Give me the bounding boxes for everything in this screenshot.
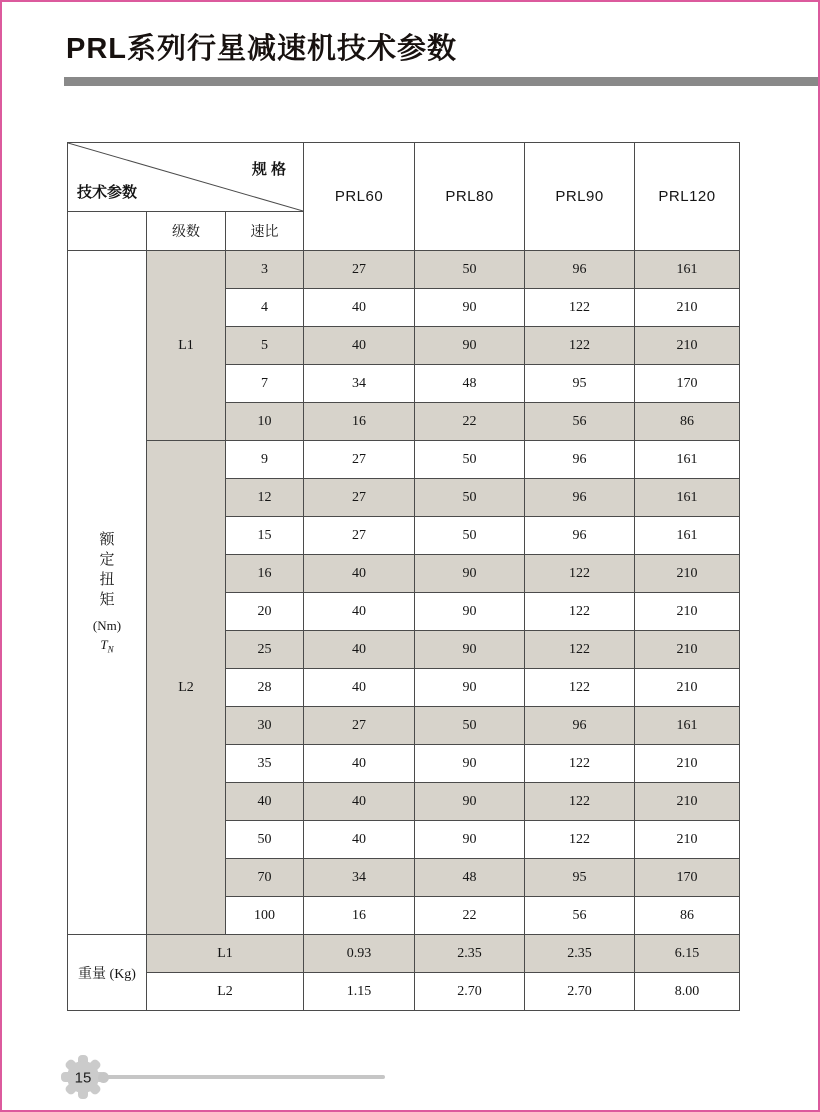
value-cell: 86 [635,897,740,935]
value-cell: 161 [635,479,740,517]
value-cell: 210 [635,631,740,669]
value-cell: 86 [635,403,740,441]
ratio-cell: 5 [226,327,304,365]
value-cell: 40 [304,821,415,859]
value-cell: 1.15 [304,973,415,1011]
value-cell: 50 [415,479,525,517]
value-cell: 90 [415,593,525,631]
value-cell: 90 [415,289,525,327]
value-cell: 22 [415,897,525,935]
value-cell: 210 [635,593,740,631]
stage-cell: L1 [147,251,226,441]
value-cell: 40 [304,631,415,669]
column-header-prl60: PRL60 [304,143,415,251]
value-cell: 2.35 [525,935,635,973]
value-cell: 40 [304,593,415,631]
table-row [68,441,740,479]
value-cell: 6.15 [635,935,740,973]
page-title: PRL系列行星减速机技术参数 [66,33,458,65]
value-cell: 16 [304,403,415,441]
title-divider-bar [64,77,820,86]
value-cell: 50 [415,251,525,289]
tech-param-corner-label: 技术参数 [77,184,138,201]
ratio-cell: 28 [226,669,304,707]
torque-symbol: $T_N$ [100,637,114,655]
value-cell: 210 [635,745,740,783]
value-cell: 40 [304,289,415,327]
spec-table [67,142,740,1011]
value-cell: 210 [635,289,740,327]
weight-stage-cell: L1 [147,935,304,973]
value-cell: 34 [304,859,415,897]
value-cell: 90 [415,327,525,365]
value-cell: 122 [525,555,635,593]
column-header-prl120: PRL120 [635,143,740,251]
ratio-cell: 70 [226,859,304,897]
value-cell: 27 [304,479,415,517]
value-cell: 122 [525,745,635,783]
value-cell: 95 [525,859,635,897]
value-cell: 96 [525,441,635,479]
torque-vertical-text: 额 定 扭 矩 [99,532,115,609]
ratio-cell: 100 [226,897,304,935]
value-cell: 122 [525,821,635,859]
value-cell: 90 [415,783,525,821]
value-cell: 210 [635,327,740,365]
value-cell: 90 [415,745,525,783]
value-cell: 90 [415,669,525,707]
value-cell: 90 [415,555,525,593]
value-cell: 96 [525,517,635,555]
value-cell: 90 [415,631,525,669]
ratio-cell: 3 [226,251,304,289]
value-cell: 161 [635,707,740,745]
value-cell: 210 [635,821,740,859]
value-cell: 40 [304,745,415,783]
value-cell: 122 [525,327,635,365]
value-cell: 50 [415,441,525,479]
ratio-cell: 16 [226,555,304,593]
value-cell: 161 [635,251,740,289]
value-cell: 96 [525,707,635,745]
spec-corner-label: 规 格 [251,161,286,178]
table-body [68,251,740,1011]
value-cell: 122 [525,669,635,707]
table-header-row [68,143,740,212]
value-cell: 95 [525,365,635,403]
value-cell: 27 [304,517,415,555]
value-cell: 210 [635,555,740,593]
empty-header-cell [68,212,147,251]
value-cell: 122 [525,593,635,631]
value-cell: 56 [525,403,635,441]
value-cell: 40 [304,669,415,707]
ratio-cell: 35 [226,745,304,783]
ratio-cell: 20 [226,593,304,631]
weight-label-cell: 重量 (Kg) [68,935,147,1011]
value-cell: 48 [415,859,525,897]
value-cell: 2.35 [415,935,525,973]
value-cell: 96 [525,479,635,517]
value-cell: 27 [304,707,415,745]
table-row [68,251,740,289]
torque-unit: (Nm) [92,618,122,634]
value-cell: 170 [635,365,740,403]
page-number: 15 [74,1069,92,1087]
value-cell: 122 [525,783,635,821]
stage-header-cell: 级数 [147,212,226,251]
stage-cell: L2 [147,441,226,935]
weight-stage-cell: L2 [147,973,304,1011]
value-cell: 40 [304,327,415,365]
ratio-cell: 4 [226,289,304,327]
value-cell: 27 [304,251,415,289]
value-cell: 22 [415,403,525,441]
diagonal-header-cell [68,143,304,212]
ratio-cell: 15 [226,517,304,555]
footer-decoration-line [107,1075,385,1079]
weight-row [68,935,740,973]
value-cell: 2.70 [525,973,635,1011]
ratio-cell: 30 [226,707,304,745]
ratio-cell: 7 [226,365,304,403]
ratio-cell: 50 [226,821,304,859]
ratio-cell: 12 [226,479,304,517]
value-cell: 161 [635,517,740,555]
value-cell: 27 [304,441,415,479]
value-cell: 40 [304,783,415,821]
value-cell: 0.93 [304,935,415,973]
torque-label-cell [68,251,147,935]
value-cell: 2.70 [415,973,525,1011]
column-header-prl90: PRL90 [525,143,635,251]
value-cell: 34 [304,365,415,403]
value-cell: 96 [525,251,635,289]
value-cell: 161 [635,441,740,479]
value-cell: 56 [525,897,635,935]
ratio-header-cell: 速比 [226,212,304,251]
value-cell: 8.00 [635,973,740,1011]
ratio-cell: 25 [226,631,304,669]
weight-row [68,973,740,1011]
value-cell: 50 [415,517,525,555]
value-cell: 122 [525,289,635,327]
value-cell: 90 [415,821,525,859]
value-cell: 210 [635,669,740,707]
value-cell: 210 [635,783,740,821]
ratio-cell: 40 [226,783,304,821]
value-cell: 16 [304,897,415,935]
ratio-cell: 9 [226,441,304,479]
ratio-cell: 10 [226,403,304,441]
value-cell: 48 [415,365,525,403]
column-header-prl80: PRL80 [415,143,525,251]
value-cell: 122 [525,631,635,669]
value-cell: 50 [415,707,525,745]
value-cell: 170 [635,859,740,897]
value-cell: 40 [304,555,415,593]
